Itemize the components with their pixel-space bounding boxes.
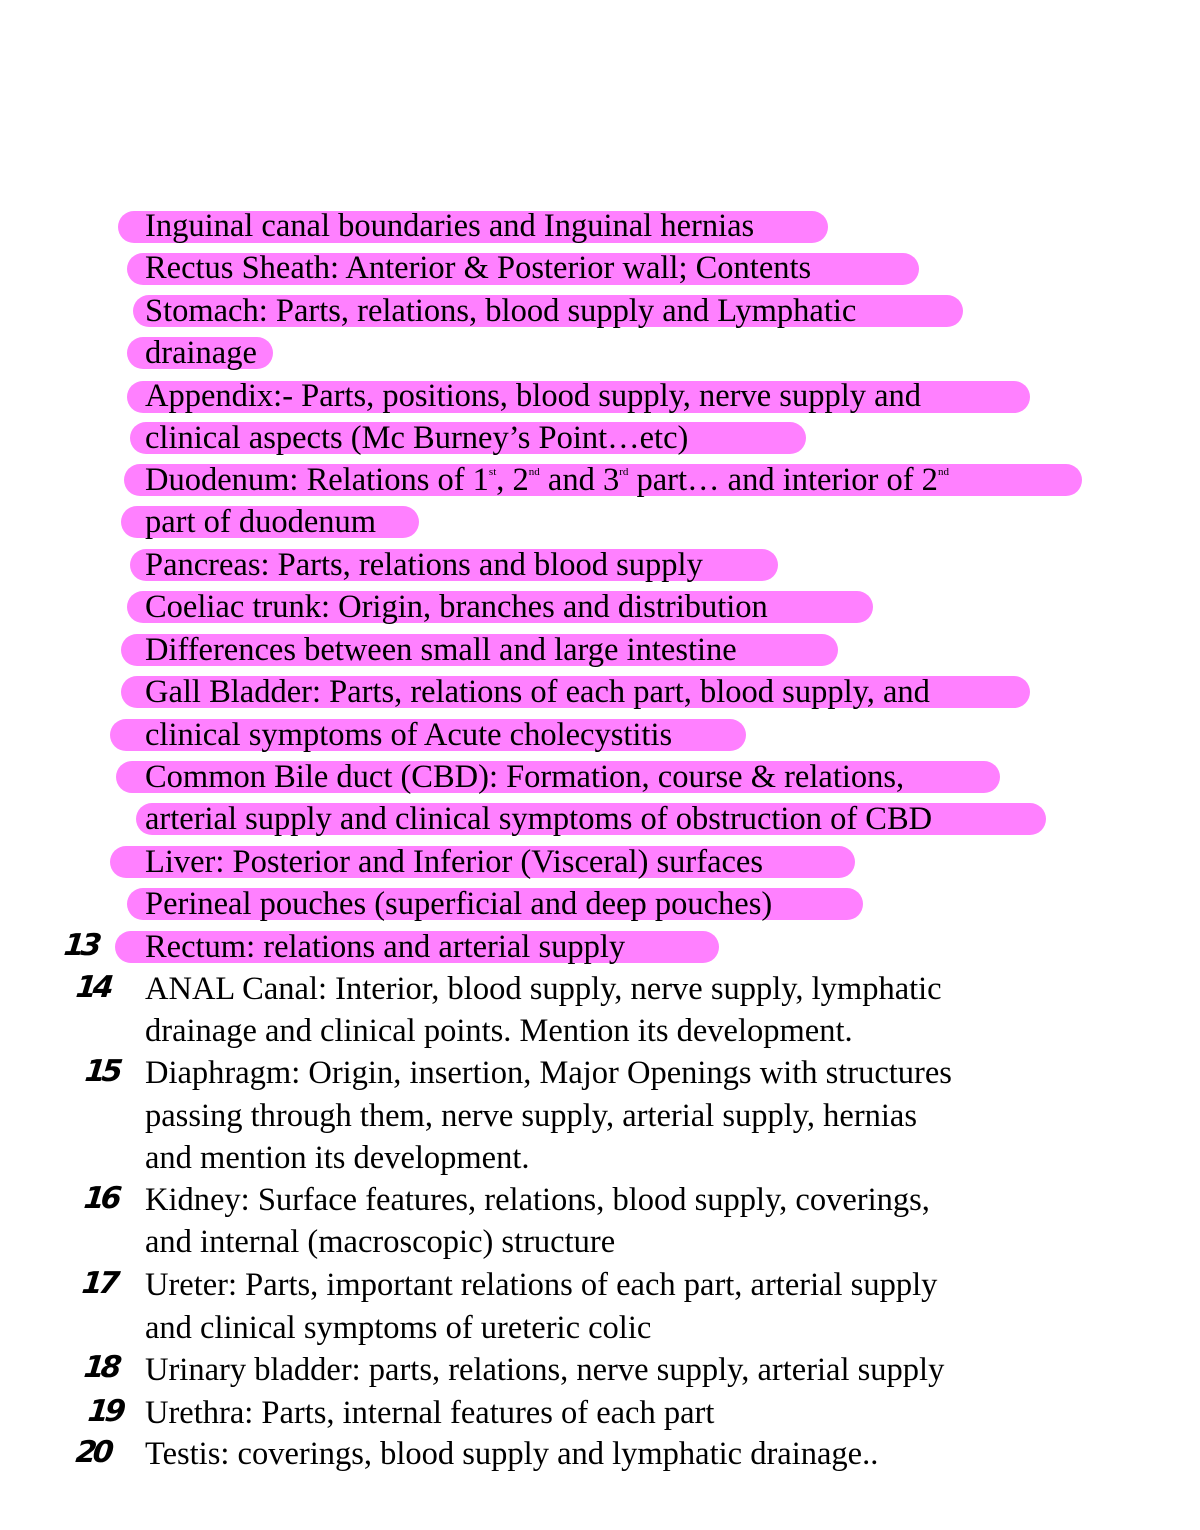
handwritten-number: 20 [74,1435,112,1470]
topic-line: clinical symptoms of Acute cholecystitis [145,717,673,753]
topic-line: Coeliac trunk: Origin, branches and distribution [145,589,768,625]
text-run: and 3 [539,462,620,498]
topic-line: and internal (macroscopic) structure [145,1224,616,1260]
topic-line: Testis: coverings, blood supply and lymphatic drainage.. [145,1436,879,1472]
topic-line: Appendix:- Parts, positions, blood supply, nerve supply and [145,378,922,414]
topic-line: Kidney: Surface features, relations, blood supply, coverings, [145,1182,930,1218]
handwritten-number: 15 [83,1054,121,1089]
topic-line: Urinary bladder: parts, relations, nerve supply, arterial supply [145,1352,945,1388]
topic-line: Gall Bladder: Parts, relations of each part, blood supply, and [145,674,930,710]
ordinal-suffix: nd [937,466,949,478]
text-run: , 2 [496,462,529,498]
topic-line: ANAL Canal: Interior, blood supply, nerve supply, lymphatic [145,971,942,1007]
ordinal-suffix: nd [528,466,540,478]
topic-line: passing through them, nerve supply, arterial supply, hernias [145,1098,918,1134]
topic-line: Perineal pouches (superficial and deep pouches) [145,886,773,922]
ordinal-suffix: rd [619,466,629,478]
topic-line: drainage and clinical points. Mention its development. [145,1013,853,1049]
handwritten-number: 18 [82,1350,120,1385]
topic-line: and mention its development. [145,1140,530,1176]
handwritten-number: 16 [82,1181,120,1216]
topic-line: arterial supply and clinical symptoms of obstruction of CBD [145,801,933,837]
topic-line: clinical aspects (Mc Burney’s Point…etc) [145,420,689,456]
ordinal-suffix: st [488,466,497,478]
topic-line: part of duodenum [145,504,377,540]
topic-line: Differences between small and large intestine [145,632,737,668]
handwritten-number: 17 [80,1266,118,1301]
topic-line: Diaphragm: Origin, insertion, Major Openings with structures [145,1055,952,1091]
handwritten-number: 13 [62,928,100,963]
topic-line: drainage [145,335,257,371]
topic-line: Rectum: relations and arterial supply [145,929,626,965]
handwritten-number: 19 [86,1394,124,1429]
topic-line: and clinical symptoms of ureteric colic [145,1310,652,1346]
text-run: part… and interior of 2 [628,462,938,498]
handwritten-number: 14 [74,970,112,1005]
text-run: Duodenum: Relations of 1 [145,462,489,498]
topic-line: Urethra: Parts, internal features of each part [145,1395,715,1431]
topic-line: Stomach: Parts, relations, blood supply and Lymphatic [145,293,857,329]
topic-line: Common Bile duct (CBD): Formation, course & relations, [145,759,905,795]
topic-line-duodenum [145,460,949,500]
topic-line: Liver: Posterior and Inferior (Visceral) surfaces [145,844,763,880]
topic-line: Rectus Sheath: Anterior & Posterior wall; Contents [145,250,812,286]
topic-line: Pancreas: Parts, relations and blood supply [145,547,703,583]
topic-line: Inguinal canal boundaries and Inguinal hernias [145,208,755,244]
topic-line: Ureter: Parts, important relations of each part, arterial supply [145,1267,938,1303]
